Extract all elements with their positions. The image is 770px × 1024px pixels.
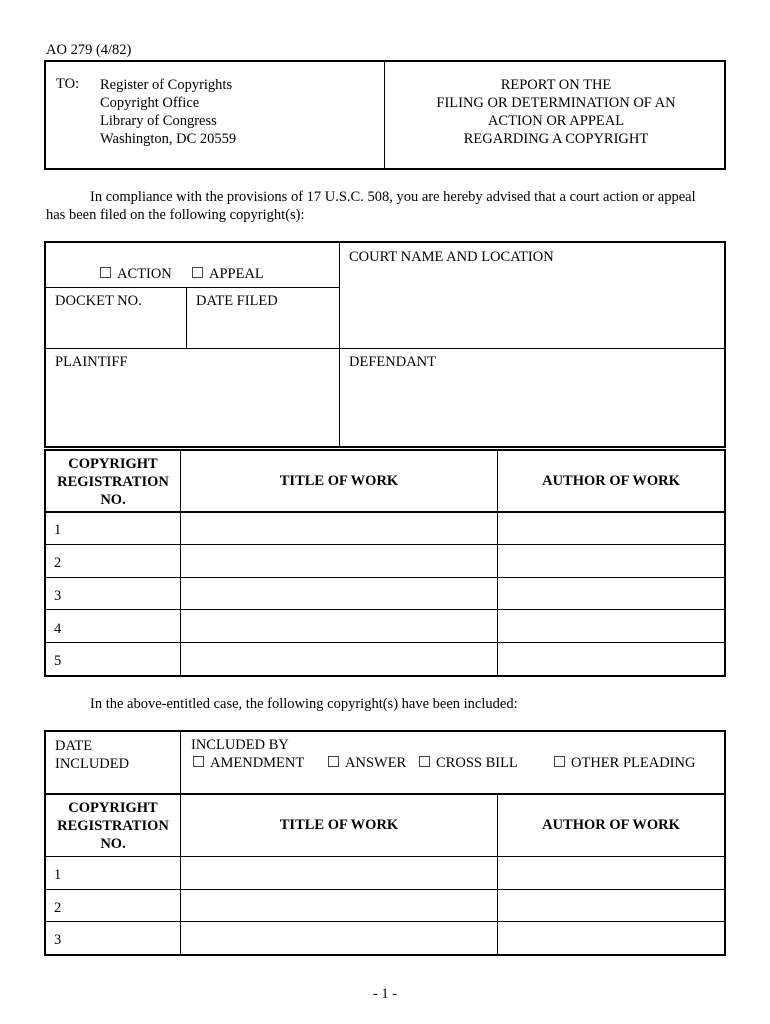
intro-text-line2: has been filed on the following copyright(s):: [46, 207, 305, 223]
header-divider: [384, 62, 385, 168]
table2-author-header: AUTHOR OF WORK: [542, 817, 680, 833]
header-line: COPYRIGHT: [68, 800, 158, 816]
table2-col1-header: [46, 799, 180, 853]
other-pleading-checkbox[interactable]: [554, 756, 565, 767]
table1-row-number: 3: [54, 588, 62, 604]
other-pleading-label: OTHER PLEADING: [571, 755, 696, 771]
report-title-line: FILING OR DETERMINATION OF AN: [436, 95, 676, 111]
action-label: ACTION: [117, 266, 172, 282]
action-checkbox[interactable]: [100, 267, 111, 278]
report-title: [386, 76, 726, 148]
header-line: NO.: [100, 492, 126, 508]
address-line: Copyright Office: [100, 95, 200, 111]
table2-row-number: 3: [54, 932, 62, 948]
cross-bill-checkbox[interactable]: [419, 756, 430, 767]
table1-row-line: [46, 609, 724, 610]
plaintiff-label: PLAINTIFF: [55, 354, 128, 370]
table1-row-line: [46, 544, 724, 545]
table1-row-line: [46, 577, 724, 578]
date-label-line: DATE: [55, 738, 93, 754]
included-divider: [46, 793, 724, 795]
amendment-option[interactable]: [193, 755, 304, 772]
amendment-label: AMENDMENT: [210, 755, 305, 771]
action-option[interactable]: [100, 266, 172, 283]
case-divider-vertical: [339, 243, 340, 446]
amendment-checkbox[interactable]: [193, 756, 204, 767]
table1-author-header: AUTHOR OF WORK: [542, 473, 680, 489]
address-line: Library of Congress: [100, 113, 217, 129]
date-included-label: [55, 737, 129, 773]
address-line: Washington, DC 20559: [100, 131, 237, 147]
table2-row-line: [46, 889, 724, 890]
table2-row-number: 2: [54, 900, 62, 916]
cross-bill-label: CROSS BILL: [436, 755, 518, 771]
table1-col1-header: [46, 455, 180, 509]
intro-text-line1: In compliance with the provisions of 17 U.S.C. 508, you are hereby advised that a court action or appeal: [90, 189, 696, 205]
table1-row-number: 1: [54, 522, 62, 538]
date-label-line: INCLUDED: [55, 756, 130, 772]
included-by-label: INCLUDED BY: [191, 737, 289, 753]
form-id: AO 279 (4/82): [46, 42, 132, 58]
table1-row-number: 5: [54, 653, 62, 669]
table2-row-line: [46, 921, 724, 922]
table2-title-header: TITLE OF WORK: [279, 817, 399, 833]
page-number: - 1 -: [372, 986, 398, 1002]
table1-row-line: [46, 642, 724, 643]
table2-header-divider: [46, 856, 724, 857]
party-divider: [46, 348, 724, 349]
answer-label: ANSWER: [345, 755, 407, 771]
other-pleading-option[interactable]: [554, 755, 695, 772]
table1-row-number: 2: [54, 555, 62, 571]
table1-title-header: TITLE OF WORK: [279, 473, 399, 489]
report-title-line: REPORT ON THE: [500, 77, 612, 93]
to-label: TO:: [56, 76, 80, 92]
court-label: COURT NAME AND LOCATION: [349, 249, 554, 265]
table2-row-number: 1: [54, 867, 62, 883]
header-line: NO.: [100, 836, 126, 852]
date-filed-label: DATE FILED: [196, 293, 278, 309]
appeal-checkbox[interactable]: [192, 267, 203, 278]
docket-divider: [186, 288, 187, 348]
table1-row-number: 4: [54, 621, 62, 637]
appeal-label: APPEAL: [209, 266, 264, 282]
header-line: REGISTRATION: [57, 474, 169, 490]
report-title-line: REGARDING A COPYRIGHT: [463, 131, 649, 147]
cross-bill-option[interactable]: [419, 755, 518, 772]
report-title-line: ACTION OR APPEAL: [487, 113, 625, 129]
address-block: [100, 76, 236, 148]
answer-checkbox[interactable]: [328, 756, 339, 767]
header-line: REGISTRATION: [57, 818, 169, 834]
included-text: In the above-entitled case, the following copyright(s) have been included:: [90, 696, 518, 712]
address-line: Register of Copyrights: [100, 77, 233, 93]
docket-label: DOCKET NO.: [55, 293, 142, 309]
appeal-option[interactable]: [192, 266, 264, 283]
table1-header-divider: [46, 511, 724, 513]
action-divider: [46, 287, 339, 288]
included-date-divider: [180, 732, 181, 794]
header-line: COPYRIGHT: [68, 456, 158, 472]
answer-option[interactable]: [328, 755, 406, 772]
defendant-label: DEFENDANT: [349, 354, 436, 370]
